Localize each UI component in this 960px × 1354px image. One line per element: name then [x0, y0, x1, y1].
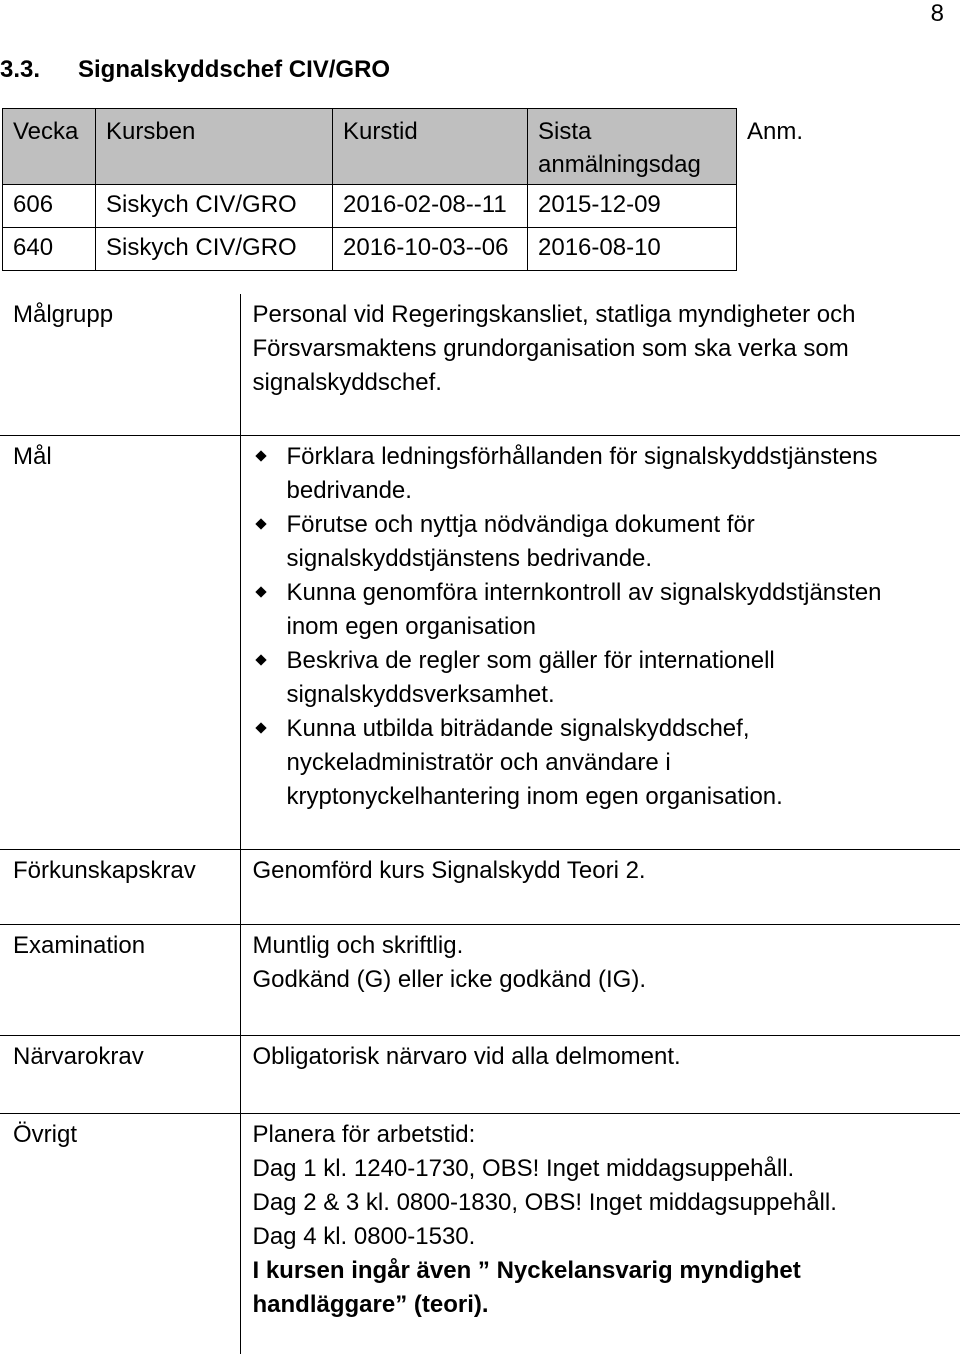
goal-line: bedrivande.: [287, 474, 960, 508]
ovrigt-bold-line: handläggare” (teori).: [253, 1288, 960, 1322]
section-heading: [0, 55, 390, 85]
content-narvarokrav: Obligatorisk närvaro vid alla delmoment.: [240, 1036, 960, 1114]
page-number: 8: [931, 0, 944, 28]
list-item: [253, 576, 960, 644]
cell-vecka: 606: [3, 185, 96, 228]
goal-line: Förklara ledningsförhållanden för signalskyddstjänstens: [287, 440, 960, 474]
course-table-header-row: [3, 109, 960, 185]
cell-kurstid: 2016-10-03--06: [333, 228, 528, 271]
content-mal: [240, 436, 960, 850]
info-row-malgrupp: [0, 294, 960, 436]
label-examination: Examination: [0, 925, 240, 1036]
header-vecka: Vecka: [3, 109, 96, 185]
goal-line: nyckeladministratör och användare i: [287, 746, 960, 780]
goal-line: Kunna utbilda biträdande signalskyddschef,: [287, 712, 960, 746]
goal-line: inom egen organisation: [287, 610, 960, 644]
section-number: 3.3.: [0, 55, 78, 85]
goals-list: [253, 440, 960, 814]
label-narvarokrav: Närvarokrav: [0, 1036, 240, 1114]
course-info-table: [0, 294, 960, 1354]
header-anm: Anm.: [737, 109, 960, 185]
label-mal: Mål: [0, 436, 240, 850]
header-sista-line2: anmälningsdag: [538, 148, 736, 181]
info-row-ovrigt: [0, 1114, 960, 1354]
table-row: [3, 228, 960, 271]
examination-line: Godkänd (G) eller icke godkänd (IG).: [253, 963, 960, 997]
label-forkunskapskrav: Förkunskapskrav: [0, 850, 240, 925]
cell-sista: 2016-08-10: [528, 228, 737, 271]
ovrigt-line: Dag 2 & 3 kl. 0800-1830, OBS! Inget middagsuppehåll.: [253, 1186, 960, 1220]
ovrigt-line: Planera för arbetstid:: [253, 1118, 960, 1152]
label-malgrupp: Målgrupp: [0, 294, 240, 436]
goal-line: kryptonyckelhantering inom egen organisation.: [287, 780, 960, 814]
section-title: Signalskyddschef CIV/GRO: [78, 56, 390, 83]
cell-anm: [737, 185, 960, 228]
info-row-forkunskapskrav: [0, 850, 960, 925]
list-item: [253, 440, 960, 508]
malgrupp-line: signalskyddschef.: [253, 366, 960, 400]
cell-kurstid: 2016-02-08--11: [333, 185, 528, 228]
ovrigt-line: Dag 4 kl. 0800-1530.: [253, 1220, 960, 1254]
header-kurstid: Kurstid: [333, 109, 528, 185]
goal-line: Beskriva de regler som gäller för internationell: [287, 644, 960, 678]
list-item: [253, 508, 960, 576]
info-row-mal: [0, 436, 960, 850]
ovrigt-bold-line: I kursen ingår även ” Nyckelansvarig myndighet: [253, 1254, 960, 1288]
examination-line: Muntlig och skriftlig.: [253, 929, 960, 963]
cell-kursben: Siskych CIV/GRO: [96, 228, 333, 271]
label-ovrigt: Övrigt: [0, 1114, 240, 1354]
content-forkunskapskrav: Genomförd kurs Signalskydd Teori 2.: [240, 850, 960, 925]
content-ovrigt: [240, 1114, 960, 1354]
cell-vecka: 640: [3, 228, 96, 271]
info-row-narvarokrav: [0, 1036, 960, 1114]
content-malgrupp: [240, 294, 960, 436]
goal-line: Kunna genomföra internkontroll av signalskyddstjänsten: [287, 576, 960, 610]
list-item: [253, 644, 960, 712]
goal-line: signalskyddsverksamhet.: [287, 678, 960, 712]
cell-sista: 2015-12-09: [528, 185, 737, 228]
table-row: [3, 185, 960, 228]
info-row-examination: [0, 925, 960, 1036]
header-sista-line1: Sista: [538, 115, 736, 148]
malgrupp-line: Försvarsmaktens grundorganisation som ska verka som: [253, 332, 960, 366]
goal-line: signalskyddstjänstens bedrivande.: [287, 542, 960, 576]
goal-line: Förutse och nyttja nödvändiga dokument för: [287, 508, 960, 542]
list-item: [253, 712, 960, 814]
content-examination: [240, 925, 960, 1036]
ovrigt-line: Dag 1 kl. 1240-1730, OBS! Inget middagsuppehåll.: [253, 1152, 960, 1186]
header-sista-anmalningsdag: [528, 109, 737, 185]
header-kursben: Kursben: [96, 109, 333, 185]
cell-anm: [737, 228, 960, 271]
cell-kursben: Siskych CIV/GRO: [96, 185, 333, 228]
course-schedule-table: [2, 108, 959, 271]
malgrupp-line: Personal vid Regeringskansliet, statliga myndigheter och: [253, 298, 960, 332]
